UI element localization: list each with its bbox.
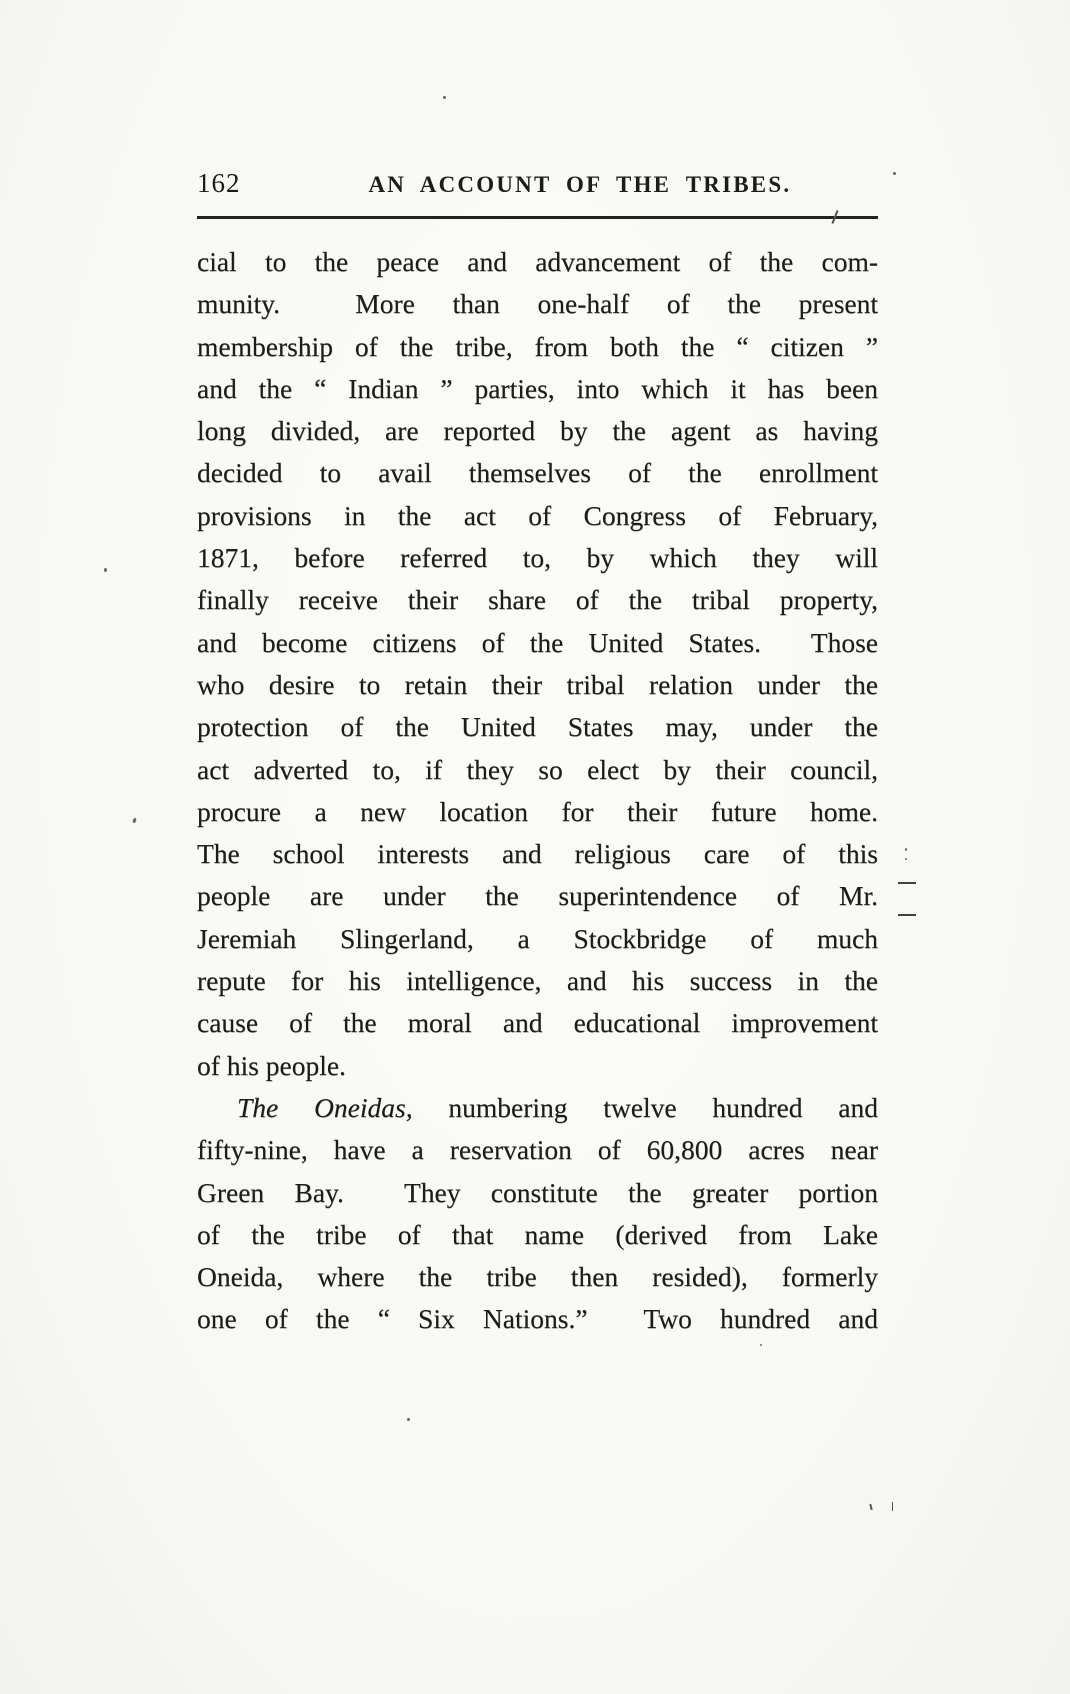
ink-speck bbox=[407, 1418, 410, 1421]
text-line: and the “ Indian ” parties, into which it has been bbox=[197, 372, 878, 404]
ink-speck bbox=[893, 172, 896, 175]
text-line: and become citizens of the United States. Those bbox=[197, 626, 878, 658]
text-line-rest: numbering twelve hundred and bbox=[412, 1091, 878, 1123]
scan-artifact bbox=[892, 1502, 893, 1511]
scan-artifact bbox=[869, 1504, 872, 1510]
ink-speck bbox=[132, 818, 136, 824]
text-line: protection of the United States may, under the bbox=[197, 711, 878, 743]
text-line: of the tribe of that name (derived from Lake bbox=[197, 1218, 878, 1250]
text-line: decided to avail themselves of the enrollment bbox=[197, 457, 878, 489]
body-text bbox=[197, 241, 878, 1341]
text-line: one of the “ Six Nations.” Two hundred and bbox=[197, 1303, 878, 1335]
margin-dash bbox=[898, 914, 916, 916]
ink-speck bbox=[905, 848, 907, 851]
text-line: Jeremiah Slingerland, a Stockbridge of much bbox=[197, 922, 878, 954]
text-line: fifty-nine, have a reservation of 60,800 acres near bbox=[197, 1134, 878, 1166]
text-line: who desire to retain their tribal relation under the bbox=[197, 668, 878, 700]
page-number: 162 bbox=[197, 168, 241, 198]
ink-speck bbox=[443, 96, 446, 99]
text-line: membership of the tribe, from both the “ citizen ” bbox=[197, 330, 878, 362]
text-line: cial to the peace and advancement of the com- bbox=[197, 246, 878, 277]
text-line: 1871, before referred to, by which they will bbox=[197, 542, 878, 574]
text-line: procure a new location for their future home. bbox=[197, 795, 878, 827]
italic-phrase: The Oneidas, bbox=[237, 1091, 413, 1123]
running-title: AN ACCOUNT OF THE TRIBES. bbox=[368, 172, 792, 197]
header-rule bbox=[197, 216, 878, 219]
ink-speck bbox=[760, 1344, 762, 1346]
text-line: repute for his intelligence, and his success in the bbox=[197, 965, 878, 997]
text-line: long divided, are reported by the agent as having bbox=[197, 415, 878, 447]
ink-speck bbox=[905, 858, 907, 860]
text-block bbox=[197, 168, 878, 1341]
ink-speck bbox=[104, 568, 107, 572]
text-line: cause of the moral and educational improvement bbox=[197, 1007, 878, 1039]
text-line: Oneida, where the tribe then resided), formerly bbox=[197, 1261, 878, 1293]
text-line: people are under the superintendence of Mr. bbox=[197, 880, 878, 912]
text-line: munity. More than one-half of the present bbox=[197, 288, 878, 320]
text-line: provisions in the act of Congress of February, bbox=[197, 499, 878, 531]
text-line: of his people. bbox=[197, 1049, 346, 1081]
text-line: Green Bay. They constitute the greater portion bbox=[197, 1176, 878, 1208]
text-line: act adverted to, if they so elect by their council, bbox=[197, 753, 878, 785]
text-line: finally receive their share of the tribal property, bbox=[197, 584, 878, 616]
text-line: The school interests and religious care of this bbox=[197, 838, 878, 870]
page-header bbox=[197, 168, 878, 200]
margin-dash bbox=[898, 882, 916, 884]
text-line bbox=[197, 1087, 878, 1129]
